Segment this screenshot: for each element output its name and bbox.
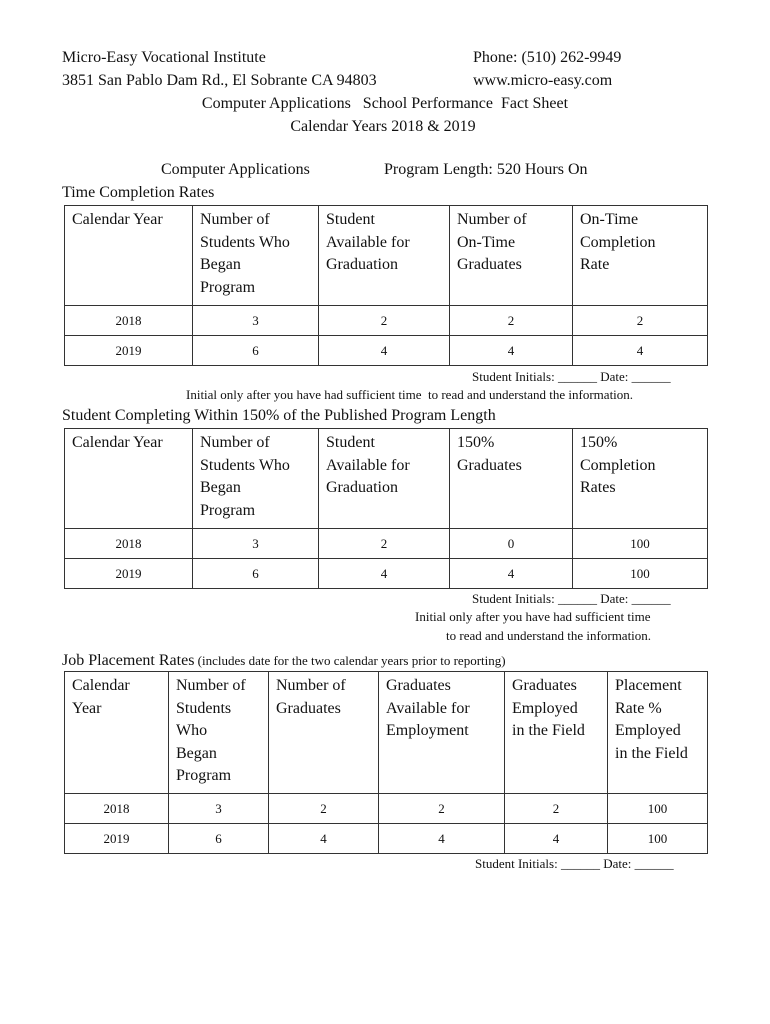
- initial-note-1: Initial only after you have had sufficient time to read and understand the information.: [186, 387, 634, 402]
- header-calendar-year: Calendar Year: [65, 206, 193, 306]
- cell-value: 4: [450, 559, 573, 589]
- cell-value: 2: [505, 794, 608, 824]
- table-row: [65, 559, 708, 589]
- header-employed-in-field: Graduates Employed in the Field: [505, 672, 608, 794]
- header-calendar-year: Calendar Year: [65, 429, 193, 529]
- cell-value: 4: [379, 824, 505, 854]
- table-header-row: [65, 672, 708, 794]
- job-placement-table: [64, 671, 708, 854]
- cell-value: 4: [319, 559, 450, 589]
- header-students-began: Number of Students Who Began Program: [193, 429, 319, 529]
- header-available-graduation: Student Available for Graduation: [319, 206, 450, 306]
- cell-value: 4: [573, 336, 708, 366]
- job-placement-note: (includes date for the two calendar years prior to reporting): [194, 653, 506, 668]
- program-name: Computer Applications: [161, 161, 310, 178]
- cell-value: 2: [269, 794, 379, 824]
- address: 3851 San Pablo Dam Rd., El Sobrante CA 94803: [62, 72, 377, 89]
- student-initials-1[interactable]: Student Initials: ______ Date: ______: [472, 369, 671, 384]
- section-title-150-percent: Student Completing Within 150% of the Published Program Length: [62, 407, 496, 424]
- cell-value: 100: [573, 559, 708, 589]
- cell-value: 100: [608, 794, 708, 824]
- completion-150-table: [64, 428, 708, 589]
- cell-year: 2018: [65, 794, 169, 824]
- section-title-job-placement: [62, 650, 506, 672]
- cell-value: 4: [450, 336, 573, 366]
- cell-year: 2019: [65, 336, 193, 366]
- table-header-row: [65, 206, 708, 306]
- header-students-began: Number of Students Who Began Program: [193, 206, 319, 306]
- cell-value: 4: [319, 336, 450, 366]
- fact-sheet-subtitle: Computer Applications School Performance Fact Sheet: [201, 95, 569, 112]
- header-on-time-graduates: Number of On-Time Graduates: [450, 206, 573, 306]
- cell-year: 2018: [65, 306, 193, 336]
- header-available-graduation: Student Available for Graduation: [319, 429, 450, 529]
- header-calendar-year: Calendar Year: [65, 672, 169, 794]
- header-available-employment: Graduates Available for Employment: [379, 672, 505, 794]
- student-initials-3[interactable]: Student Initials: ______ Date: ______: [475, 856, 674, 871]
- student-initials-2[interactable]: Student Initials: ______ Date: ______: [472, 591, 671, 606]
- cell-value: 4: [269, 824, 379, 854]
- cell-value: 4: [505, 824, 608, 854]
- cell-year: 2019: [65, 559, 193, 589]
- header-placement-rate: Placement Rate % Employed in the Field: [608, 672, 708, 794]
- table-row: [65, 824, 708, 854]
- header-completion-rate: On-Time Completion Rate: [573, 206, 708, 306]
- header-students-began: Number of Students Who Began Program: [169, 672, 269, 794]
- table-header-row: [65, 429, 708, 529]
- cell-value: 2: [573, 306, 708, 336]
- cell-value: 0: [450, 529, 573, 559]
- on-time-completion-table: [64, 205, 708, 366]
- header-number-graduates: Number of Graduates: [269, 672, 379, 794]
- cell-value: 2: [450, 306, 573, 336]
- cell-value: 3: [193, 529, 319, 559]
- calendar-years: Calendar Years 2018 & 2019: [290, 118, 476, 135]
- cell-value: 2: [319, 306, 450, 336]
- cell-value: 2: [379, 794, 505, 824]
- cell-value: 2: [319, 529, 450, 559]
- cell-value: 3: [193, 306, 319, 336]
- website: www.micro-easy.com: [473, 72, 613, 89]
- cell-value: 100: [608, 824, 708, 854]
- institute-name: Micro-Easy Vocational Institute: [62, 49, 266, 66]
- header-150-completion-rates: 150% Completion Rates: [573, 429, 708, 529]
- cell-value: 6: [193, 336, 319, 366]
- cell-value: 3: [169, 794, 269, 824]
- initial-note-2-line1: Initial only after you have had sufficient time: [415, 609, 651, 624]
- header-150-graduates: 150% Graduates: [450, 429, 573, 529]
- table-row: [65, 794, 708, 824]
- cell-value: 6: [169, 824, 269, 854]
- cell-year: 2019: [65, 824, 169, 854]
- section-title-time-completion: Time Completion Rates: [62, 184, 215, 201]
- table-row: [65, 529, 708, 559]
- table-row: [65, 336, 708, 366]
- table-row: [65, 306, 708, 336]
- cell-value: 6: [193, 559, 319, 589]
- job-placement-title: Job Placement Rates: [62, 652, 195, 669]
- cell-value: 100: [573, 529, 708, 559]
- cell-year: 2018: [65, 529, 193, 559]
- phone-number: Phone: (510) 262-9949: [473, 49, 622, 66]
- initial-note-2-line2: to read and understand the information.: [446, 628, 652, 643]
- program-length: Program Length: 520 Hours On: [384, 161, 588, 178]
